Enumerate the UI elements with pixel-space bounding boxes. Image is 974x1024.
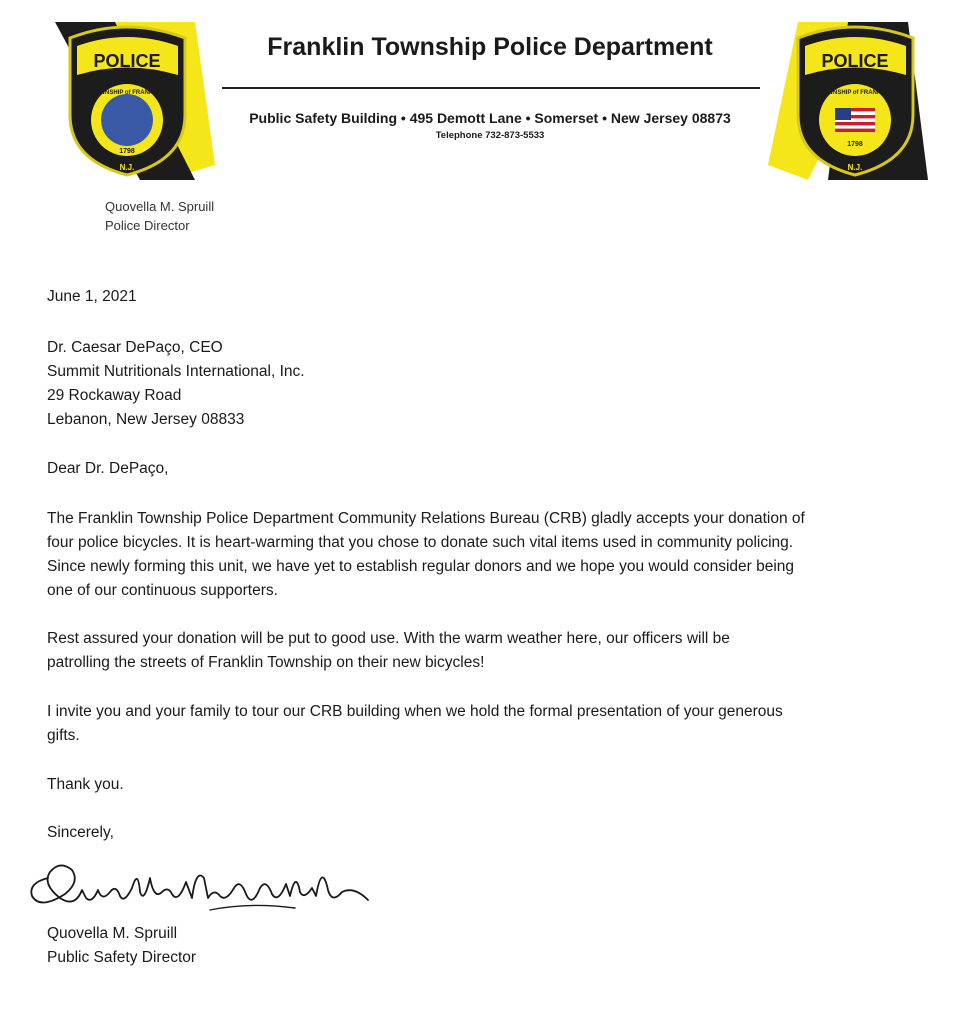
badge-state: N.J. — [119, 163, 135, 172]
paragraph-donation — [47, 507, 947, 603]
police-badge-right-icon — [768, 20, 938, 180]
badge-ring-text-right: TOWNSHIP of FRANKLIN — [819, 90, 891, 96]
director-block — [105, 197, 214, 235]
handwritten-signature-icon — [20, 848, 370, 918]
signer-title: Public Safety Director — [47, 949, 197, 966]
director-name: Quovella M. Spruill — [105, 199, 215, 214]
paragraph-line: patrolling the streets of Franklin Township on their new bicycles! — [47, 654, 485, 671]
signer-name: Quovella M. Spruill — [47, 925, 178, 942]
signature-block — [47, 922, 947, 970]
paragraph-usage — [47, 627, 947, 675]
paragraph-line: I invite you and your family to tour our CRB building when we hold the formal presentation of your generous — [47, 703, 783, 720]
header-divider — [222, 87, 760, 89]
paragraph-line: Rest assured your donation will be put to good use. With the warm weather here, our officers will be — [47, 630, 730, 647]
badge-ring-text: TOWNSHIP of FRANKLIN — [91, 90, 163, 96]
recipient-line: Lebanon, New Jersey 08833 — [47, 411, 245, 428]
salutation: Dear Dr. DePaço, — [47, 460, 169, 477]
badge-state-right: N.J. — [847, 163, 863, 172]
paragraph-invitation — [47, 700, 947, 748]
recipient-line: Dr. Caesar DePaço, CEO — [47, 339, 223, 356]
paragraph-line: Since newly forming this unit, we have yet to establish regular donors and we hope you would consider being — [47, 558, 795, 575]
recipient-address — [47, 336, 947, 432]
paragraph-line: The Franklin Township Police Department Community Relations Bureau (CRB) gladly accepts your donation of — [47, 510, 805, 527]
department-address: Public Safety Building • 495 Demott Lane • Somerset • New Jersey 08873 — [249, 110, 731, 126]
recipient-line: 29 Rockaway Road — [47, 387, 182, 404]
department-telephone: Telephone 732-873-5533 — [435, 130, 545, 141]
badge-year-right: 1798 — [847, 141, 863, 148]
thank-you-line: Thank you. — [47, 776, 124, 793]
paragraph-line: one of our continuous supporters. — [47, 582, 278, 599]
badge-year: 1798 — [119, 148, 135, 155]
recipient-line: Summit Nutritionals International, Inc. — [47, 363, 305, 380]
police-badge-left-icon — [45, 20, 215, 180]
closing-line: Sincerely, — [47, 824, 114, 841]
badge-label-right: POLICE — [821, 51, 889, 71]
paragraph-line: four police bicycles. It is heart-warming that you chose to donate such vital items used in community policing. — [47, 534, 794, 551]
paragraph-line: gifts. — [47, 727, 80, 744]
badge-label: POLICE — [93, 51, 161, 71]
letter-date: June 1, 2021 — [47, 288, 137, 305]
director-title: Police Director — [105, 218, 190, 233]
department-title: Franklin Township Police Department — [267, 33, 713, 61]
